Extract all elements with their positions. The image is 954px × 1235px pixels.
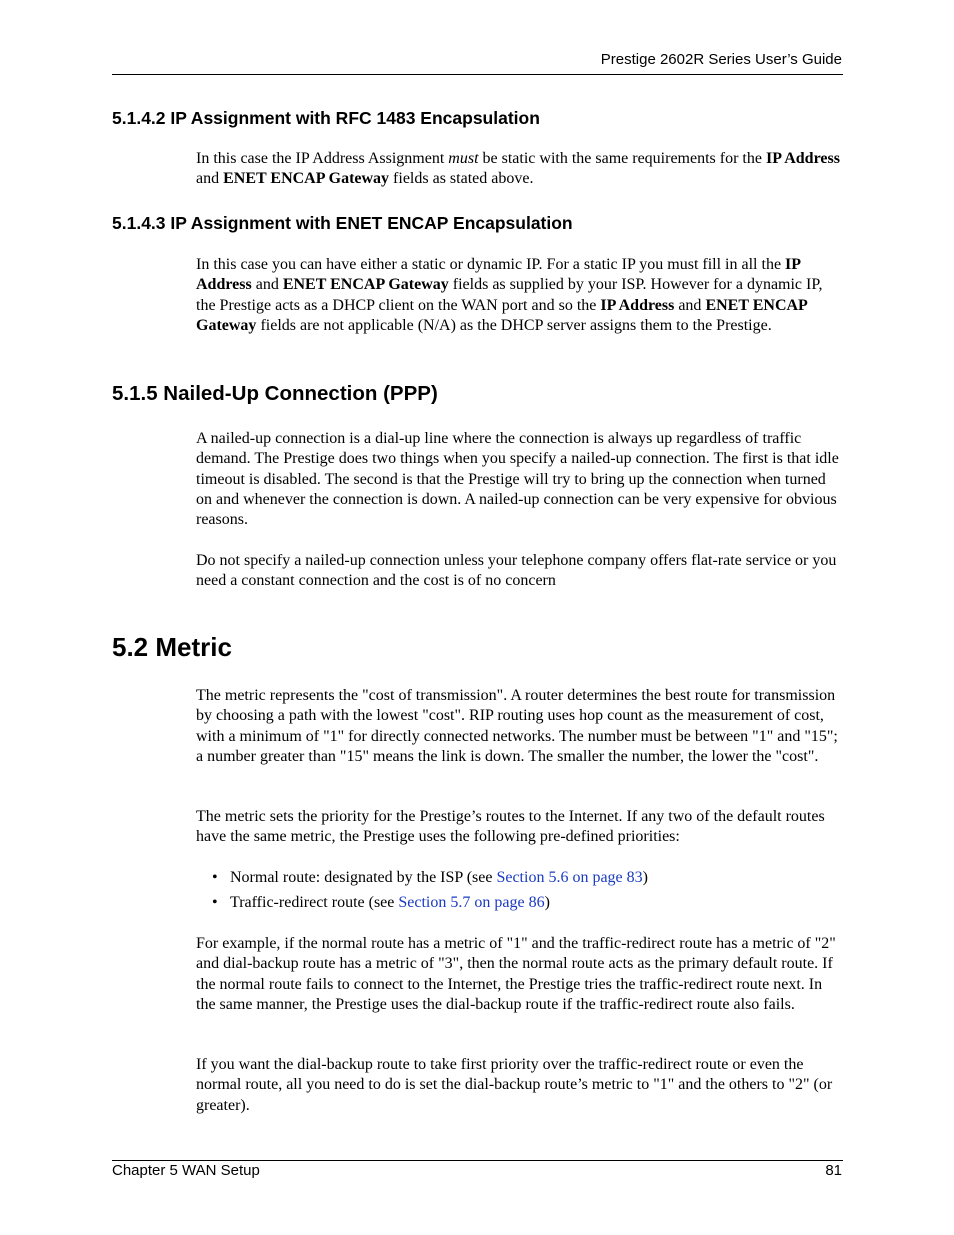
paragraph-rfc1483: In this case the IP Address Assignment must be static with the same requirements for the IP Address and ENET ENCAP Gateway fields as stated above. [196, 150, 840, 188]
paragraph-metric-1: The metric represents the "cost of transmission". A router determines the best route for transmission by choosing a path with the lowest "cost". RIP routing uses hop count as the measurement of cost, with a minimum of "1" for directly connected networks. The number must be between "1" and "15"; a number greater than "15" means the link is down. The smaller the number, the lower the "cost". [196, 687, 838, 765]
footer-chapter: Chapter 5 WAN Setup [112, 1162, 260, 1179]
footer-page-number: 81 [825, 1162, 842, 1179]
paragraph-nailed-up-1: A nailed-up connection is a dial-up line where the connection is always up regardless of traffic demand. The Prestige does two things when you specify a nailed-up connection. The first is that idle timeout is disabled. The second is that the Prestige will try to bring up the connection when turned on and whenever the connection is down. A nailed-up connection can be very expensive for obvious reasons. [196, 430, 839, 529]
paragraph-metric-3: For example, if the normal route has a metric of "1" and the traffic-redirect route has a metric of "2" and dial-backup route has a metric of "3", then the normal route acts as the primary default route. If the normal route fails to connect to the Internet, the Prestige tries the traffic-redirect route next. In the same manner, the Prestige uses the dial-backup route if the traffic-redirect route also fails. [196, 935, 836, 1013]
heading-5-1-4-2: 5.1.4.2 IP Assignment with RFC 1483 Encapsulation [112, 108, 540, 128]
list-item: • Traffic-redirect route (see Section 5.7 on page 86) [212, 894, 550, 911]
list-item: • Normal route: designated by the ISP (see Section 5.6 on page 83) [212, 869, 648, 886]
paragraph-nailed-up-2: Do not specify a nailed-up connection unless your telephone company offers flat-rate service or you need a constant connection and the cost is of no concern [196, 552, 837, 590]
paragraph-metric-2: The metric sets the priority for the Prestige’s routes to the Internet. If any two of the default routes have the same metric, the Prestige uses the following pre-defined priorities: [196, 808, 825, 846]
heading-5-2: 5.2 Metric [112, 632, 232, 662]
heading-5-1-5: 5.1.5 Nailed-Up Connection (PPP) [112, 382, 438, 405]
header-rule [112, 74, 843, 75]
paragraph-metric-4: If you want the dial-backup route to take first priority over the traffic-redirect route or even the normal route, all you need to do is set the dial-backup route’s metric to "1" and the others to "2" (or greater). [196, 1056, 833, 1114]
heading-5-1-4-3: 5.1.4.3 IP Assignment with ENET ENCAP Encapsulation [112, 213, 573, 233]
footer-rule [112, 1160, 843, 1161]
link-section-5-7[interactable]: Section 5.7 on page 86 [398, 894, 545, 911]
paragraph-enet-encap: In this case you can have either a static or dynamic IP. For a static IP you must fill in all the IP Address and ENET ENCAP Gateway fields as supplied by your ISP. However for a dynamic IP, the Prestige acts as a DHCP client on the WAN port and so the IP Address and ENET ENCAP Gateway fields are not applicable (N/A) as the DHCP server assigns them to the Prestige. [196, 256, 823, 334]
bullet-icon: • [212, 869, 218, 886]
link-section-5-6[interactable]: Section 5.6 on page 83 [496, 869, 643, 886]
header-guide-title: Prestige 2602R Series User’s Guide [600, 51, 842, 68]
bullet-icon: • [212, 894, 218, 911]
